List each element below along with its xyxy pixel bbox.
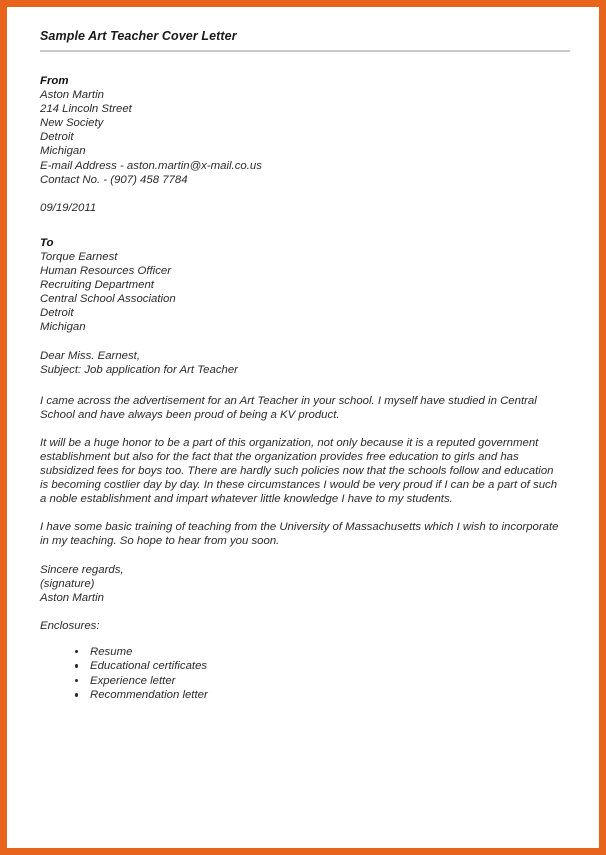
recipient-line: Central School Association <box>40 293 176 306</box>
recipient-block <box>40 236 573 335</box>
sender-line: Detroit <box>40 131 74 144</box>
closing-block <box>40 563 573 605</box>
list-item: Educational certificates <box>88 659 573 673</box>
subject-line: Subject: Job application for Art Teacher <box>40 363 238 376</box>
letter-date: 09/19/2011 <box>40 201 97 214</box>
list-item: Recommendation letter <box>88 688 573 702</box>
page-title: Sample Art Teacher Cover Letter <box>40 29 237 43</box>
list-item: Resume <box>88 645 573 659</box>
recipient-line: Torque Earnest <box>40 250 118 263</box>
recipient-line: Human Resources Officer <box>40 265 172 278</box>
sender-line: Michigan <box>40 145 86 158</box>
sender-line: Aston Martin <box>40 89 104 102</box>
sender-email: E-mail Address - aston.martin@x-mail.co.us <box>40 159 262 172</box>
document-sheet <box>7 7 599 848</box>
letter-body <box>40 74 573 703</box>
recipient-heading: To <box>40 236 54 249</box>
sender-block <box>40 74 573 187</box>
list-item: Experience letter <box>88 674 573 688</box>
sender-heading: From <box>40 75 69 87</box>
recipient-line: Recruiting Department <box>40 279 154 292</box>
closing-regards: Sincere regards, <box>40 563 124 576</box>
recipient-line: Michigan <box>40 321 86 334</box>
body-paragraph: I have some basic training of teaching from the University of Massachusetts which I wish to incorporate in my teaching. So hope to hear from you soon. <box>40 521 559 548</box>
body-paragraph: It will be a huge honor to be a part of this organization, not only because it is a reputed government establishment but also for the fact that the organization provides free education to girls and has subsidized fees for boys too. There are hardly such policies now that the schools follow and education is becoming costlier day by day. In these circumstances I would be very proud if I can be a part of such a noble establishment and impart whatever little knowledge I have to my students. <box>40 436 558 506</box>
sender-phone: Contact No. - (907) 458 7784 <box>40 173 188 186</box>
signature-placeholder: (signature) <box>40 577 95 590</box>
title-divider <box>40 50 570 52</box>
sender-line: 214 Lincoln Street <box>40 103 132 116</box>
enclosures-label: Enclosures: <box>40 619 100 632</box>
sender-line: New Society <box>40 117 104 130</box>
closing-name: Aston Martin <box>40 591 104 604</box>
salutation-block <box>40 349 573 377</box>
enclosures-list <box>40 645 573 703</box>
salutation-line: Dear Miss. Earnest, <box>40 349 141 362</box>
body-paragraph: I came across the advertisement for an Art Teacher in your school. I myself have studied in Central School and have always been proud of being a KV product. <box>40 394 537 421</box>
recipient-line: Detroit <box>40 307 74 320</box>
